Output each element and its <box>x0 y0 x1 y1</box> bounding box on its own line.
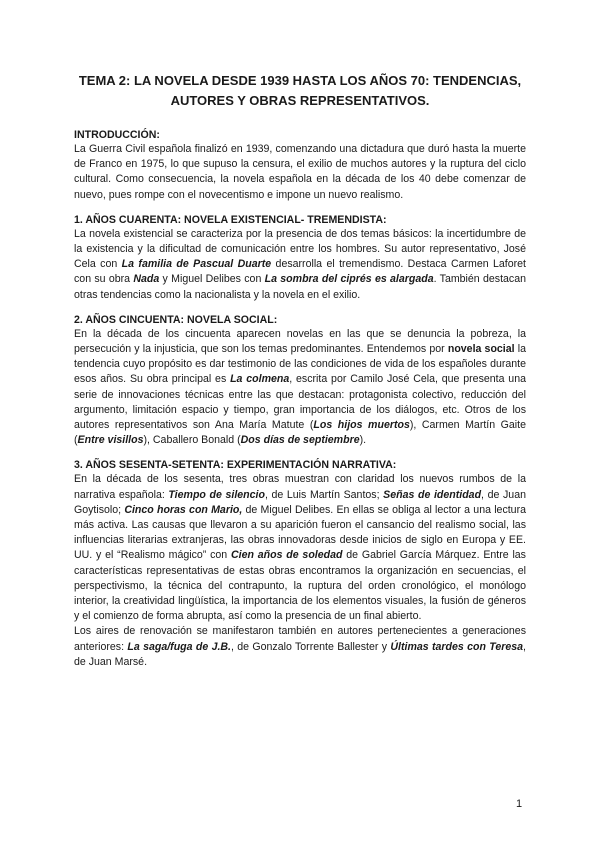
paragraph <box>74 327 526 449</box>
section <box>74 458 526 670</box>
paragraph-text: ), Caballero Bonald ( <box>143 434 241 447</box>
section-heading: 2. AÑOS CINCUENTA: NOVELA SOCIAL: <box>74 313 278 326</box>
work-title: Los hijos muertos <box>313 419 410 432</box>
paragraph-text: de Miguel Delibes. En ellas se obliga al lector a una lectura más activa. Las causas que llevaron a su aparición fueron el cansancio del realismo social, las influencias literarias extranjeras, las obras innovadoras desde inicios de siglo en Europa y EE. UU. y el “Realismo mágico” con <box>74 503 526 562</box>
work-title: La familia de Pascual Duarte <box>121 258 272 271</box>
section-heading: 3. AÑOS SESENTA-SETENTA: EXPERIMENTACIÓN NARRATIVA: <box>74 459 397 472</box>
paragraph-text: En la década de los cincuenta aparecen novelas en las que se denuncia la pobreza, la persecución y la injusticia, que son los temas predominantes. Entendemos por <box>74 327 526 356</box>
work-title: Cinco horas con Mario, <box>124 503 243 516</box>
paragraph <box>74 624 526 670</box>
section <box>74 128 526 203</box>
paragraph-text: ), Carmen Martín Gaite ( <box>74 419 526 447</box>
paragraph-text: Los aires de renovación se manifestaron también en autores pertenecientes a generaciones anteriores: <box>74 625 526 653</box>
document-title: TEMA 2: LA NOVELA DESDE 1939 HASTA LOS AÑOS 70: TENDENCIAS, AUTORES Y OBRAS REPRESENTATIVOS. <box>78 73 522 108</box>
paragraph-text: , de Luis Martín Santos; <box>264 488 384 501</box>
paragraph-text: desarrolla el tremendismo. Destaca Carmen Laforet con su obra <box>74 258 526 286</box>
section <box>74 213 526 303</box>
paragraph-text: . También destacan otras tendencias como la nacionalista y la novela en el exilio. <box>74 273 526 301</box>
work-title: La colmena <box>230 373 290 386</box>
paragraph-text: La novela existencial se caracteriza por la presencia de dos temas básicos: la incertidumbre de la existencia y la dificultad de comunicación entre los hombres. Su autor representativo, José Cela con <box>74 227 526 271</box>
page-number: 1 <box>516 798 523 810</box>
paragraph-text: En la década de los sesenta, tres obras muestran con claridad los nuevos rumbos de la narrativa española: <box>74 473 526 501</box>
section-heading: 1. AÑOS CUARENTA: NOVELA EXISTENCIAL- TREMENDISTA: <box>74 213 387 226</box>
document-body <box>74 128 526 680</box>
paragraph-text: ). <box>359 434 367 447</box>
paragraph-text: y Miguel Delibes con <box>159 273 265 286</box>
work-title: Tiempo de silencio <box>168 488 265 501</box>
work-title: La sombra del ciprés es alargada <box>264 273 434 286</box>
section <box>74 313 526 449</box>
paragraph-text: La Guerra Civil española finalizó en 1939, comenzando una dictadura que duró hasta la muerte de Franco en 1975, lo que supuso la censura, el exilio de muchos autores y la ruptura del ciclo cultural. Como consecuencia, la novela española en la década de los 40 debe comenzar de nuevo, pues rompe con el novecentismo e impone un nuevo realismo. <box>74 143 526 201</box>
work-title: Dos días de septiembre <box>240 434 360 447</box>
work-title: Señas de identidad <box>383 488 482 501</box>
work-title: Últimas tardes con Teresa <box>390 640 524 653</box>
work-title: Nada <box>133 273 160 286</box>
paragraph <box>74 142 526 203</box>
paragraph-text: la tendencia cuyo propósito es dar testimonio de las condiciones de vida de los españoles durante esos años. Su obra principal es <box>74 343 526 386</box>
paragraph-text: , de Juan Goytisolo; <box>74 488 526 516</box>
paragraph-text: , de Juan Marsé. <box>74 640 526 668</box>
paragraph <box>74 227 526 303</box>
work-title: Cien años de soledad <box>231 549 343 562</box>
work-title: Entre visillos <box>77 434 144 447</box>
key-term: novela social <box>447 343 515 356</box>
paragraph-text: , de Gonzalo Torrente Ballester y <box>231 640 391 653</box>
paragraph <box>74 472 526 624</box>
section-heading: INTRODUCCIÓN: <box>74 129 160 141</box>
paragraph-text: de Gabriel García Márquez. Entre las características representativas de estas obras encontramos la organización en secuencias, el perspectivismo, la técnica del contrapunto, la ruptura del orden cronológico, el monólogo interior, la creatividad lingüística, la importancia de los elementos visuales, la fusión de géneros y el comienzo de forma abrupta, así como la presencia de un final abierto. <box>74 549 526 623</box>
paragraph-text: , escrita por Camilo José Cela, que presenta una serie de innovaciones técnicas entre las que destacan: protagonista colectivo, reducción del argumento, limitación espacio y tiempo, gran importancia de los diálogos, etc. Otros de los autores representativos son Ana María Matute ( <box>74 373 526 432</box>
work-title: La saga/fuga de J.B. <box>127 640 231 653</box>
